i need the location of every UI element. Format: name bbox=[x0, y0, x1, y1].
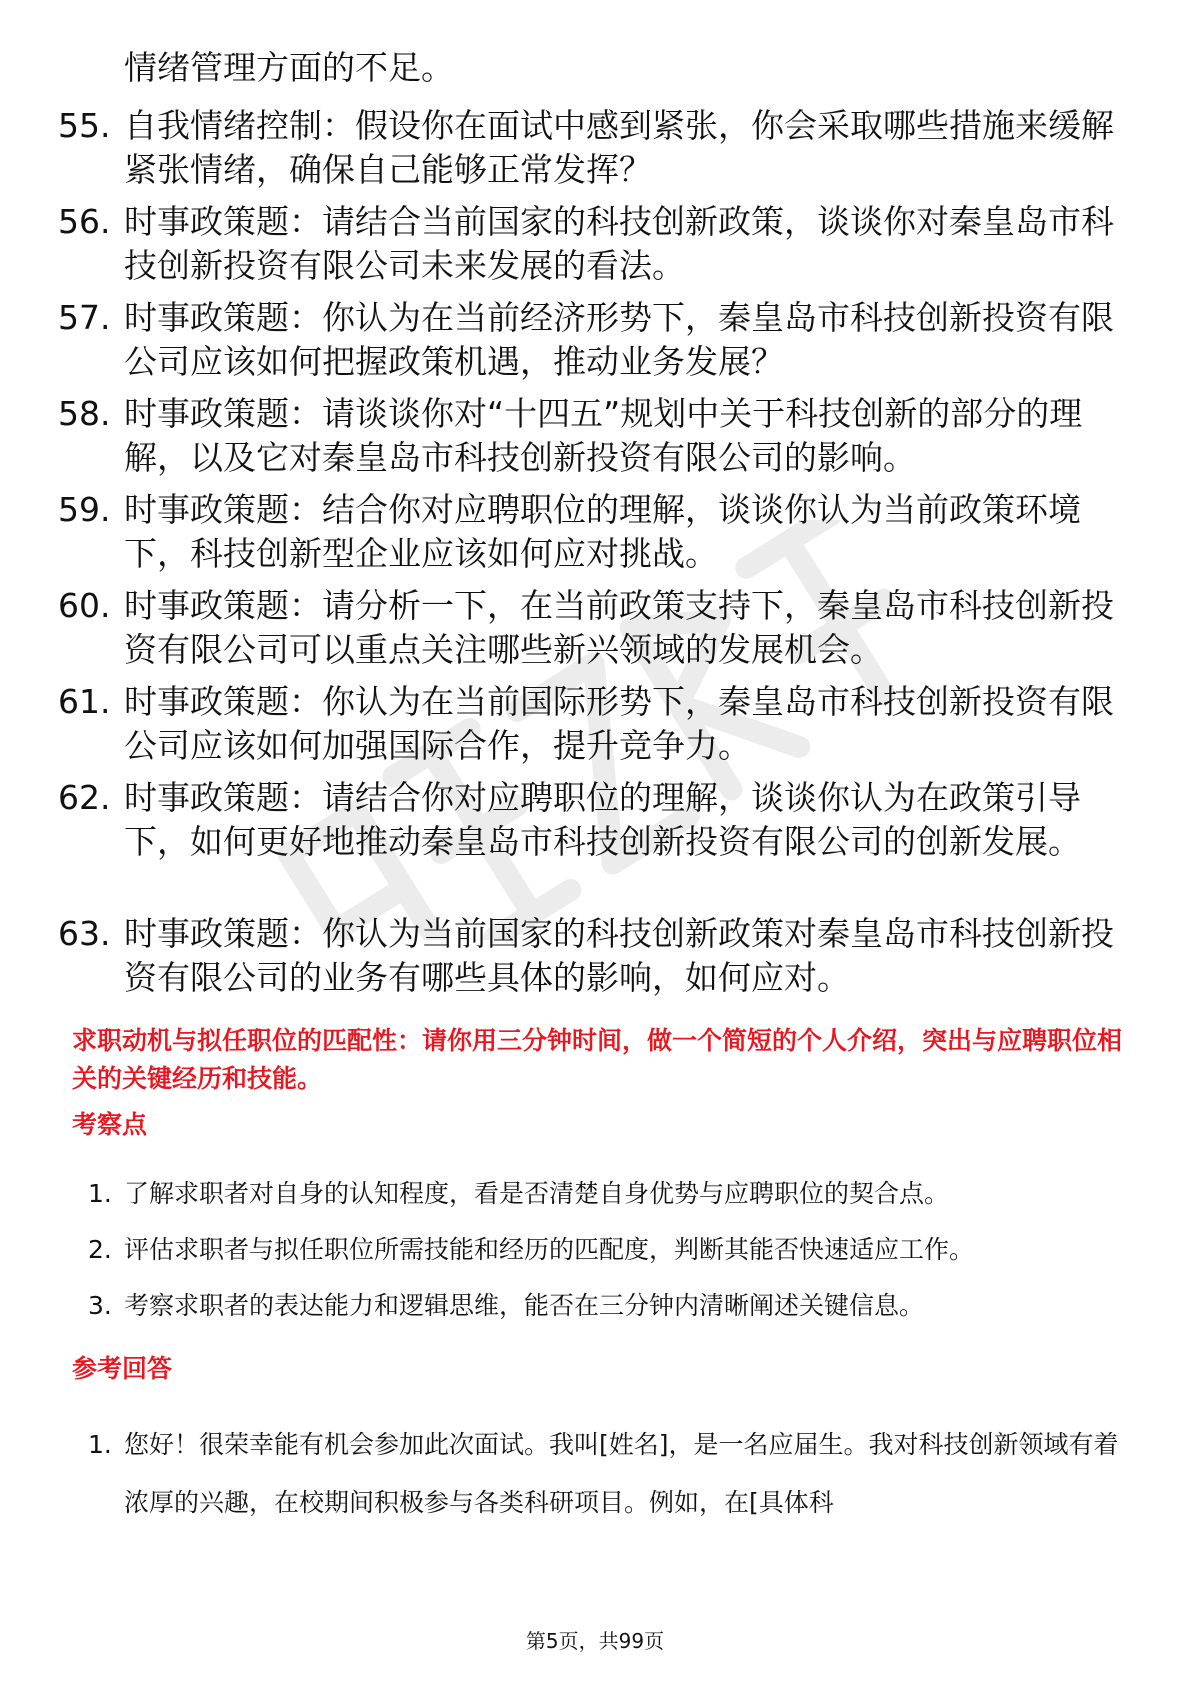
question-number: 59. bbox=[58, 490, 111, 529]
list-item-number: 1. bbox=[88, 1179, 112, 1208]
list-item-number: 3. bbox=[88, 1291, 112, 1320]
question-number: 60. bbox=[58, 586, 111, 625]
question-number: 63. bbox=[58, 914, 111, 953]
question-number: 62. bbox=[58, 778, 111, 817]
list-item-number: 2. bbox=[88, 1235, 112, 1264]
question-text: 时事政策题：请结合你对应聘职位的理解，谈谈你认为在政策引导下，如何更好地推动秦皇岛市科技创新投资有限公司的创新发展。 bbox=[124, 778, 1081, 861]
reference-answer-heading: 参考回答 bbox=[72, 1354, 173, 1383]
list-item-text: 评估求职者与拟任职位所需技能和经历的匹配度，判断其能否快速适应工作。 bbox=[124, 1235, 975, 1264]
question-text: 时事政策题：请谈谈你对“十四五”规划中关于科技创新的部分的理解，以及它对秦皇岛市科技创新投资有限公司的影响。 bbox=[124, 394, 1083, 477]
question-text: 时事政策题：你认为在当前国际形势下，秦皇岛市科技创新投资有限公司应该如何加强国际合作，提升竞争力。 bbox=[124, 682, 1114, 765]
list-item-text: 考察求职者的表达能力和逻辑思维，能否在三分钟内清晰阐述关键信息。 bbox=[124, 1291, 925, 1320]
question-number: 56. bbox=[58, 202, 111, 241]
question-number: 61. bbox=[58, 682, 111, 721]
question-number: 55. bbox=[58, 106, 111, 145]
question-number: 58. bbox=[58, 394, 111, 433]
list-item-number: 1. bbox=[88, 1430, 112, 1459]
list-item-text: 您好！很荣幸能有机会参加此次面试。我叫[姓名]，是一名应届生。我对科技创新领域有着浓厚的兴趣，在校期间积极参与各类科研项目。例如，在[具体科 bbox=[124, 1430, 1119, 1517]
list-item-text: 了解求职者对自身的认知程度，看是否清楚自身优势与应聘职位的契合点。 bbox=[124, 1179, 950, 1208]
question-text: 自我情绪控制：假设你在面试中感到紧张，你会采取哪些措施来缓解紧张情绪，确保自己能够正常发挥？ bbox=[124, 106, 1114, 189]
question-text: 时事政策题：你认为在当前经济形势下，秦皇岛市科技创新投资有限公司应该如何把握政策机遇，推动业务发展？ bbox=[124, 298, 1114, 381]
page-footer: 第5页，共99页 bbox=[525, 1629, 665, 1653]
question-text: 时事政策题：结合你对应聘职位的理解，谈谈你认为当前政策环境下，科技创新型企业应该如何应对挑战。 bbox=[124, 490, 1081, 573]
question-text: 情绪管理方面的不足。 bbox=[124, 48, 454, 87]
question-text: 时事政策题：请分析一下，在当前政策支持下，秦皇岛市科技创新投资有限公司可以重点关注哪些新兴领域的发展机会。 bbox=[124, 586, 1114, 669]
question-text: 时事政策题：请结合当前国家的科技创新政策，谈谈你对秦皇岛市科技创新投资有限公司未来发展的看法。 bbox=[124, 202, 1114, 285]
question-text: 时事政策题：你认为当前国家的科技创新政策对秦皇岛市科技创新投资有限公司的业务有哪些具体的影响，如何应对。 bbox=[124, 914, 1114, 997]
exam-points-heading: 考察点 bbox=[72, 1110, 148, 1139]
section-title: 求职动机与拟任职位的匹配性：请你用三分钟时间，做一个简短的个人介绍，突出与应聘职位相关的关键经历和技能。 bbox=[72, 1026, 1123, 1093]
question-number: 57. bbox=[58, 298, 111, 337]
